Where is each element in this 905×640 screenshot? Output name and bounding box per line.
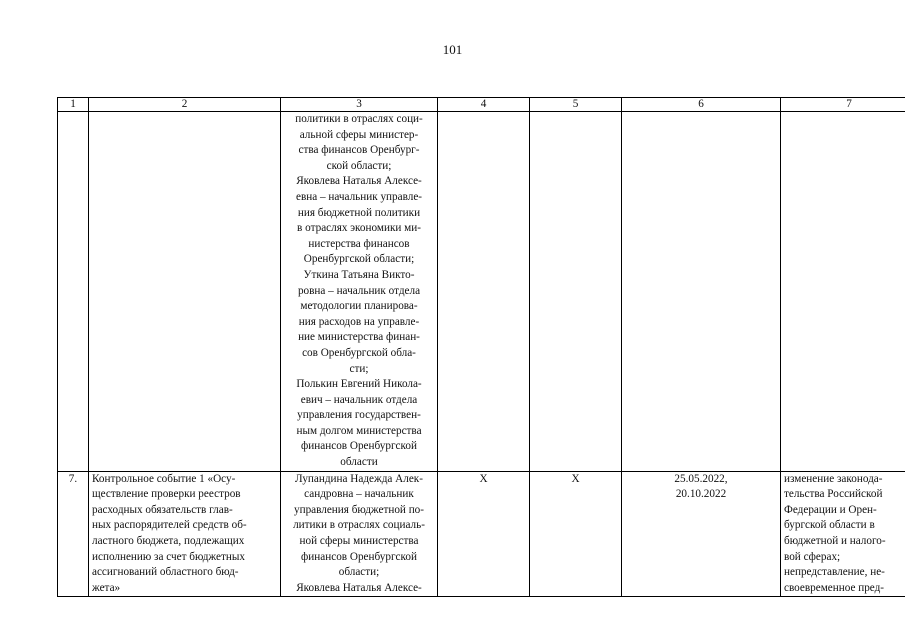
table-row-7 [58, 471, 905, 597]
cell-event [89, 112, 281, 472]
cell-col5 [530, 112, 622, 472]
header-cell-6: 6 [622, 98, 781, 112]
cell-col5: X [530, 471, 622, 597]
cell-col4 [438, 112, 530, 472]
header-row [58, 98, 905, 112]
header-cell-4: 4 [438, 98, 530, 112]
page-number: 101 [442, 42, 463, 57]
cell-col4: X [438, 471, 530, 597]
cell-responsible: Лупандина Надежда Алек- сандровна – начальник управления бюджетной по- литики в отраслях социаль- ной сферы министерства финансов Оренбургской области; Яковлева Наталья Алексе- [281, 471, 438, 597]
cell-risk: изменение законода- тельства Российской Федерации и Орен- бургской области в бюджетной и налого- вой сферах; непредставление, не- своевременное пред- [781, 471, 905, 597]
cell-responsible: политики в отраслях соци- альной сферы министер- ства финансов Оренбург- ской области; Яковлева Наталья Алексе- евна – начальник управле- ния бюджетной политики в отраслях экономики ми- нистерства финансов Оренбургской области; Уткина Татьяна Викто- ровна – начальник отдела методологии планирова- ния расходов на управле- ние министерства финан- сов Оренбургской обла- сти; Полькин Евгений Никола- евич – начальник отдела управления государствен- ным долгом министерства финансов Оренбургской области [281, 112, 438, 472]
cell-number [58, 112, 89, 472]
cell-event: Контрольное событие 1 «Осу- ществление проверки реестров расходных обязательств глав- ных распорядителей средств об- ластного бюджета, подлежащих исполнению за счет бюджетных ассигнований областного бюд- жета» [89, 471, 281, 597]
cell-date: 25.05.2022, 20.10.2022 [622, 471, 781, 597]
header-cell-3: 3 [281, 98, 438, 112]
cell-number: 7. [58, 471, 89, 597]
header-cell-5: 5 [530, 98, 622, 112]
header-cell-1: 1 [58, 98, 89, 112]
cell-date [622, 112, 781, 472]
document-table [57, 97, 905, 597]
cell-risk [781, 112, 905, 472]
table-row-continuation [58, 112, 905, 472]
header-cell-2: 2 [89, 98, 281, 112]
header-cell-7: 7 [781, 98, 905, 112]
